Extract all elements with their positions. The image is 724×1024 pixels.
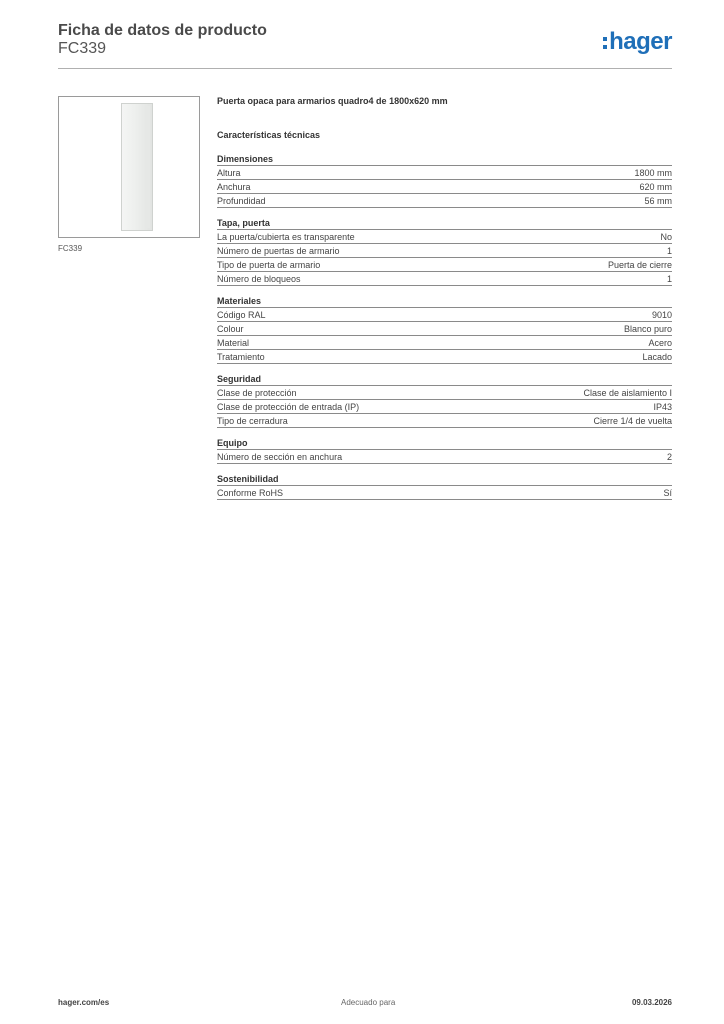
page-title: Ficha de datos de producto bbox=[58, 22, 267, 39]
section-title: Equipo bbox=[217, 438, 672, 450]
spec-section bbox=[217, 218, 672, 286]
spec-value: 56 mm bbox=[644, 196, 672, 206]
door-product-image bbox=[121, 103, 153, 231]
section-title: Seguridad bbox=[217, 374, 672, 386]
spec-value: 2 bbox=[666, 452, 672, 462]
section-title: Materiales bbox=[217, 296, 672, 308]
spec-value: IP43 bbox=[653, 402, 672, 412]
spec-label: Tipo de puerta de armario bbox=[217, 260, 321, 270]
spec-value: Acero bbox=[648, 338, 672, 348]
page-header bbox=[58, 20, 672, 68]
spec-label: Número de puertas de armario bbox=[217, 246, 340, 256]
spec-label: Tratamiento bbox=[217, 352, 265, 362]
spec-label: Profundidad bbox=[217, 196, 266, 206]
spec-value: Clase de aislamiento I bbox=[583, 388, 672, 398]
spec-row bbox=[217, 486, 672, 500]
logo-text: hager bbox=[609, 28, 672, 55]
spec-label: Clase de protección de entrada (IP) bbox=[217, 402, 360, 412]
spec-label: La puerta/cubierta es transparente bbox=[217, 232, 355, 242]
spec-label: Altura bbox=[217, 168, 241, 178]
spec-section bbox=[217, 154, 672, 208]
spec-value: 1 bbox=[666, 246, 672, 256]
header-divider bbox=[58, 68, 672, 69]
tech-heading: Características técnicas bbox=[217, 130, 321, 140]
spec-row bbox=[217, 258, 672, 272]
spec-row bbox=[217, 230, 672, 244]
spec-label: Conforme RoHS bbox=[217, 488, 284, 498]
spec-row bbox=[217, 450, 672, 464]
brand-logo bbox=[603, 28, 672, 56]
spec-row bbox=[217, 166, 672, 180]
section-title: Dimensiones bbox=[217, 154, 672, 166]
footer-website[interactable]: hager.com/es bbox=[58, 998, 110, 1007]
section-title: Sostenibilidad bbox=[217, 474, 672, 486]
product-image-caption: FC339 bbox=[58, 244, 83, 253]
spec-row bbox=[217, 194, 672, 208]
spec-row bbox=[217, 308, 672, 322]
footer-suitable-for: Adecuado para bbox=[341, 998, 396, 1007]
spec-row bbox=[217, 272, 672, 286]
spec-label: Número de sección en anchura bbox=[217, 452, 343, 462]
spec-section bbox=[217, 374, 672, 428]
spec-value: 620 mm bbox=[639, 182, 672, 192]
spec-value: Cierre 1/4 de vuelta bbox=[593, 416, 672, 426]
spec-value: Blanco puro bbox=[623, 324, 672, 334]
spec-row bbox=[217, 244, 672, 258]
logo-colon-icon bbox=[603, 32, 607, 50]
spec-row bbox=[217, 336, 672, 350]
spec-row bbox=[217, 350, 672, 364]
spec-content bbox=[217, 96, 672, 500]
spec-row bbox=[217, 322, 672, 336]
spec-label: Código RAL bbox=[217, 310, 266, 320]
spec-label: Material bbox=[217, 338, 250, 348]
product-code: FC339 bbox=[58, 40, 107, 57]
spec-value: 1 bbox=[666, 274, 672, 284]
spec-label: Clase de protección bbox=[217, 388, 297, 398]
spec-label: Colour bbox=[217, 324, 244, 334]
footer-date: 09.03.2026 bbox=[631, 998, 672, 1007]
spec-row bbox=[217, 400, 672, 414]
spec-value: Lacado bbox=[642, 352, 672, 362]
section-title: Tapa, puerta bbox=[217, 218, 672, 230]
spec-value: Sí bbox=[663, 488, 672, 498]
spec-label: Tipo de cerradura bbox=[217, 416, 288, 426]
spec-value: Puerta de cierre bbox=[607, 260, 672, 270]
spec-value: 9010 bbox=[651, 310, 672, 320]
product-image-frame bbox=[58, 96, 200, 238]
spec-section bbox=[217, 438, 672, 464]
spec-label: Anchura bbox=[217, 182, 251, 192]
spec-section bbox=[217, 296, 672, 364]
spec-row bbox=[217, 386, 672, 400]
spec-section bbox=[217, 474, 672, 500]
spec-label: Número de bloqueos bbox=[217, 274, 301, 284]
spec-value: 1800 mm bbox=[634, 168, 672, 178]
spec-row bbox=[217, 414, 672, 428]
spec-row bbox=[217, 180, 672, 194]
spec-value: No bbox=[660, 232, 672, 242]
spec-sections bbox=[217, 154, 672, 500]
product-description: Puerta opaca para armarios quadro4 de 1800x620 mm bbox=[217, 96, 448, 106]
